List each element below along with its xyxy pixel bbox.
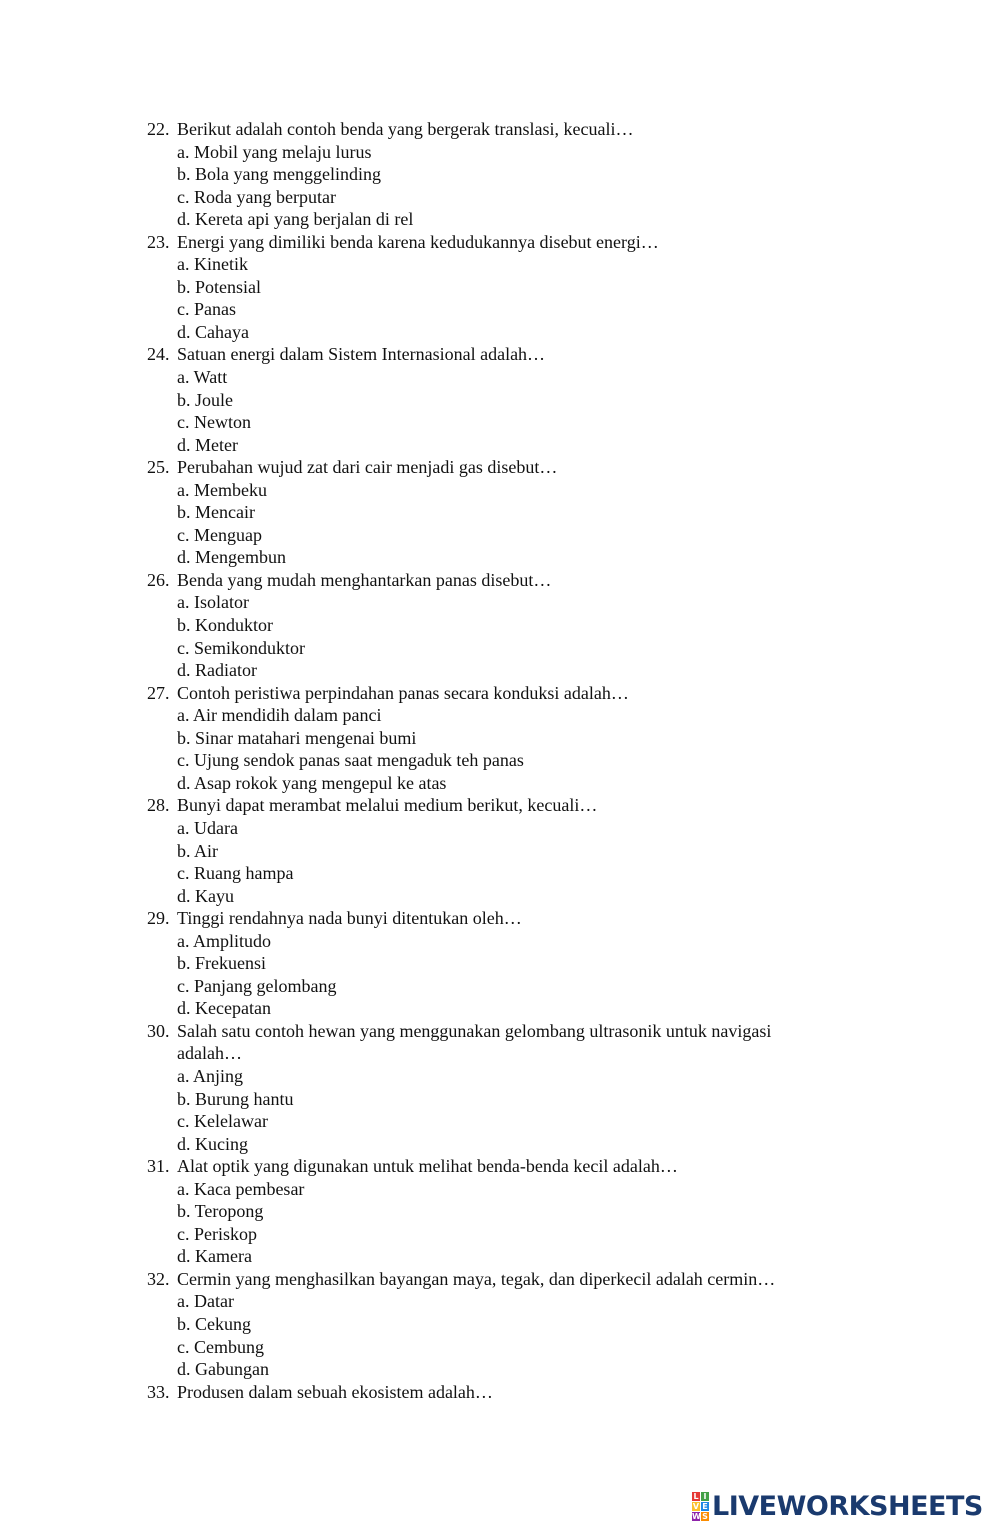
question-text: Cermin yang menghasilkan bayangan maya, tegak, dan diperkecil adalah cermin…	[177, 1268, 776, 1289]
logo-mark-cell: V	[692, 1501, 700, 1511]
question-item	[0, 794, 1000, 907]
question-text: Berikut adalah contoh benda yang bergerak translasi, kecuali…	[177, 119, 634, 139]
answer-option: a. Anjing	[177, 1065, 243, 1086]
logo-mark-cell: S	[702, 1511, 708, 1521]
answer-option: c. Roda yang berputar	[177, 186, 336, 207]
question-text: Benda yang mudah menghantarkan panas disebut…	[177, 569, 552, 590]
answer-option: a. Isolator	[177, 592, 249, 613]
answer-option: d. Radiator	[177, 660, 257, 681]
answer-option: a. Datar	[177, 1291, 234, 1312]
answer-option: a. Mobil yang melaju lurus	[177, 141, 372, 162]
question-item	[0, 569, 1000, 682]
question-text: Produsen dalam sebuah ekosistem adalah…	[177, 1381, 493, 1402]
question-stem	[0, 907, 1000, 930]
question-stem	[0, 343, 1000, 366]
question-item	[0, 1381, 1000, 1404]
question-stem	[0, 1268, 1000, 1291]
question-stem	[0, 1381, 1000, 1404]
question-text: Perubahan wujud zat dari cair menjadi gas disebut…	[177, 457, 558, 478]
answer-option: c. Ujung sendok panas saat mengaduk teh panas	[177, 750, 524, 771]
question-item	[0, 231, 1000, 344]
question-item	[0, 907, 1000, 1020]
question-item	[0, 343, 1000, 456]
answer-option: a. Watt	[177, 367, 228, 388]
answer-option: d. Kecepatan	[177, 998, 271, 1019]
answer-option: d. Kamera	[177, 1246, 252, 1267]
answer-option: d. Kucing	[177, 1133, 248, 1154]
question-item	[0, 1268, 1000, 1381]
question-text: Energi yang dimiliki benda karena kedudukannya disebut energi…	[177, 231, 659, 252]
logo-text: LIVEWORKSHEETS	[712, 1490, 983, 1522]
question-number: 27.	[147, 682, 170, 703]
answer-option: c. Panas	[177, 299, 236, 320]
answer-option: a. Kaca pembesar	[177, 1178, 305, 1199]
answer-option: c. Semikonduktor	[177, 637, 305, 658]
answer-option: a. Membeku	[177, 479, 267, 500]
logo-mark-cell: E	[702, 1501, 708, 1511]
question-number: 23.	[147, 231, 170, 252]
question-stem	[0, 118, 1000, 141]
answer-option: d. Kereta api yang berjalan di rel	[177, 209, 414, 230]
question-item	[0, 118, 1000, 231]
logo-mark-cell: L	[693, 1491, 699, 1501]
answer-option: d. Asap rokok yang mengepul ke atas	[177, 772, 447, 793]
answer-option: d. Meter	[177, 434, 238, 455]
answer-option: d. Kayu	[177, 885, 234, 906]
answer-option: c. Panjang gelombang	[177, 975, 337, 996]
question-number: 30.	[147, 1020, 170, 1041]
question-text: Bunyi dapat merambat melalui medium berikut, kecuali…	[177, 795, 598, 816]
answer-option: a. Air mendidih dalam panci	[177, 705, 382, 726]
question-stem	[0, 682, 1000, 705]
question-number: 33.	[147, 1381, 170, 1402]
answer-option: c. Ruang hampa	[177, 863, 294, 884]
question-stem	[0, 794, 1000, 817]
question-text: Satuan energi dalam Sistem Internasional adalah…	[177, 344, 546, 365]
question-text: Salah satu contoh hewan yang menggunakan gelombang ultrasonik untuk navigasi adalah…	[177, 1020, 772, 1064]
question-item	[0, 682, 1000, 795]
question-text: Alat optik yang digunakan untuk melihat benda-benda kecil adalah…	[177, 1156, 678, 1177]
answer-option: a. Udara	[177, 817, 238, 838]
answer-option: c. Cembung	[177, 1336, 264, 1357]
answer-option: b. Potensial	[177, 276, 261, 297]
question-stem	[0, 456, 1000, 479]
answer-option: b. Sinar matahari mengenai bumi	[177, 727, 417, 748]
question-stem	[0, 231, 1000, 254]
question-number: 24.	[147, 344, 170, 365]
answer-option: d. Cahaya	[177, 321, 249, 342]
question-number: 25.	[147, 457, 170, 478]
question-number: 31.	[147, 1156, 170, 1177]
answer-option: b. Joule	[177, 389, 233, 410]
question-stem	[0, 1155, 1000, 1178]
answer-option: b. Frekuensi	[177, 953, 266, 974]
answer-option: c. Newton	[177, 412, 251, 433]
question-text: Tinggi rendahnya nada bunyi ditentukan oleh…	[177, 908, 522, 929]
answer-option: b. Teropong	[177, 1201, 264, 1222]
question-number: 29.	[147, 908, 170, 929]
question-number: 22.	[147, 119, 170, 139]
answer-option: c. Kelelawar	[177, 1111, 268, 1132]
answer-option: b. Cekung	[177, 1313, 251, 1334]
question-item	[0, 1020, 1000, 1155]
answer-option: a. Amplitudo	[177, 930, 271, 951]
answer-option: d. Gabungan	[177, 1359, 269, 1380]
logo-mark-icon	[692, 1492, 709, 1521]
question-stem	[0, 569, 1000, 592]
question-stem	[0, 1020, 1000, 1065]
question-item	[0, 1155, 1000, 1268]
answer-option: b. Bola yang menggelinding	[177, 164, 381, 185]
answer-option: c. Menguap	[177, 524, 262, 545]
answer-option: b. Mencair	[177, 502, 255, 523]
answer-option: b. Konduktor	[177, 615, 273, 636]
question-text: Contoh peristiwa perpindahan panas secara konduksi adalah…	[177, 682, 629, 703]
question-item	[0, 456, 1000, 569]
question-number: 26.	[147, 569, 170, 590]
logo-mark-cell: I	[701, 1492, 709, 1501]
answer-option: d. Mengembun	[177, 547, 286, 568]
question-number: 32.	[147, 1268, 170, 1289]
liveworksheets-logo	[692, 1486, 983, 1526]
answer-option: a. Kinetik	[177, 254, 248, 275]
answer-option: b. Air	[177, 840, 219, 861]
answer-option: b. Burung hantu	[177, 1088, 294, 1109]
logo-mark-cell: W	[692, 1511, 701, 1521]
worksheet-content	[0, 118, 1000, 1403]
answer-option: c. Periskop	[177, 1223, 257, 1244]
question-number: 28.	[147, 795, 170, 816]
